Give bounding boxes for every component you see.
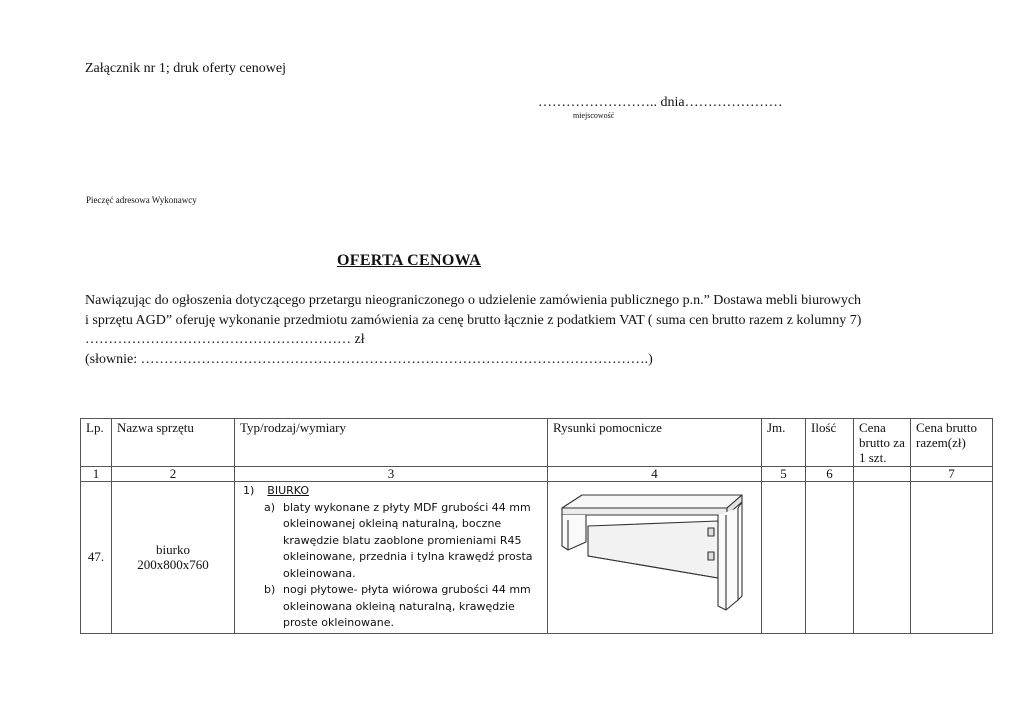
item-text: blaty wykonane z płyty MDF grubości 44 mm okleinowanej okleiną naturalną, boczne krawędzie blatu zaoblone promieniami R45 okleinowane, przednia i tylna krawędź prosta okleinowana. <box>283 500 533 580</box>
list-item <box>239 582 543 632</box>
intro-line-4: (słownie: ……………………………………………………………………………………………….) <box>85 351 653 367</box>
heading-number: 1) <box>243 484 255 497</box>
row-drawing <box>548 482 762 634</box>
column-number-row <box>81 467 993 482</box>
col-number <box>854 467 911 482</box>
header-name: Nazwa sprzętu <box>112 419 235 467</box>
intro-line-1: Nawiązując do ogłoszenia dotyczącego przetargu nieograniczonego o udzielenie zamówienia publicznego p.n.” Dostawa mebli biurowych <box>85 293 862 308</box>
header-lp: Lp. <box>81 419 112 467</box>
header-unit-price: Cena brutto za 1 szt. <box>854 419 911 467</box>
item-name: biurko <box>156 542 190 558</box>
row-unit <box>762 482 806 634</box>
heading-text: BIURKO <box>267 484 310 497</box>
header-quantity: Ilość <box>806 419 854 467</box>
row-quantity <box>806 482 854 634</box>
header-type: Typ/rodzaj/wymiary <box>235 419 548 467</box>
header-total-price: Cena brutto razem(zł) <box>911 419 993 467</box>
col-number: 7 <box>911 467 993 482</box>
list-item <box>239 500 543 583</box>
place-date-line: …………………….. dnia………………… <box>538 95 783 110</box>
row-description <box>235 482 548 634</box>
table-row <box>81 482 993 634</box>
col-number: 1 <box>81 467 112 482</box>
desk-drawing <box>558 486 752 612</box>
row-total-price <box>911 482 993 634</box>
header-drawings: Rysunki pomocnicze <box>548 419 762 467</box>
offer-table <box>80 418 993 634</box>
col-number: 5 <box>762 467 806 482</box>
description-heading <box>239 483 543 500</box>
intro-line-3: ………………………………………………… zł <box>85 332 365 347</box>
row-item-name <box>112 482 235 634</box>
row-lp: 47. <box>81 482 112 634</box>
document-title: OFERTA CENOWA <box>337 252 481 269</box>
col-number: 2 <box>112 467 235 482</box>
header-unit: Jm. <box>762 419 806 467</box>
row-unit-price <box>854 482 911 634</box>
col-number: 6 <box>806 467 854 482</box>
intro-line-2: i sprzętu AGD” oferuję wykonanie przedmiotu zamówienia za cenę brutto łącznie z podatkiem VAT ( suma cen brutto razem z kolumny 7) <box>85 312 862 328</box>
place-caption: miejscowość <box>573 111 615 120</box>
intro-paragraph <box>85 291 985 369</box>
attachment-label: Załącznik nr 1; druk oferty cenowej <box>85 61 286 76</box>
col-number: 3 <box>235 467 548 482</box>
item-marker: b) <box>264 583 276 596</box>
item-marker: a) <box>264 500 276 514</box>
table-header-row <box>81 419 993 467</box>
item-text: nogi płytowe- płyta wiórowa grubości 44 mm okleinowana okleiną naturalną, krawędzie proste okleinowane. <box>283 583 531 629</box>
stamp-caption: Pieczęć adresowa Wykonawcy <box>86 195 197 205</box>
col-number: 4 <box>548 467 762 482</box>
item-dimensions: 200x800x760 <box>137 557 209 573</box>
